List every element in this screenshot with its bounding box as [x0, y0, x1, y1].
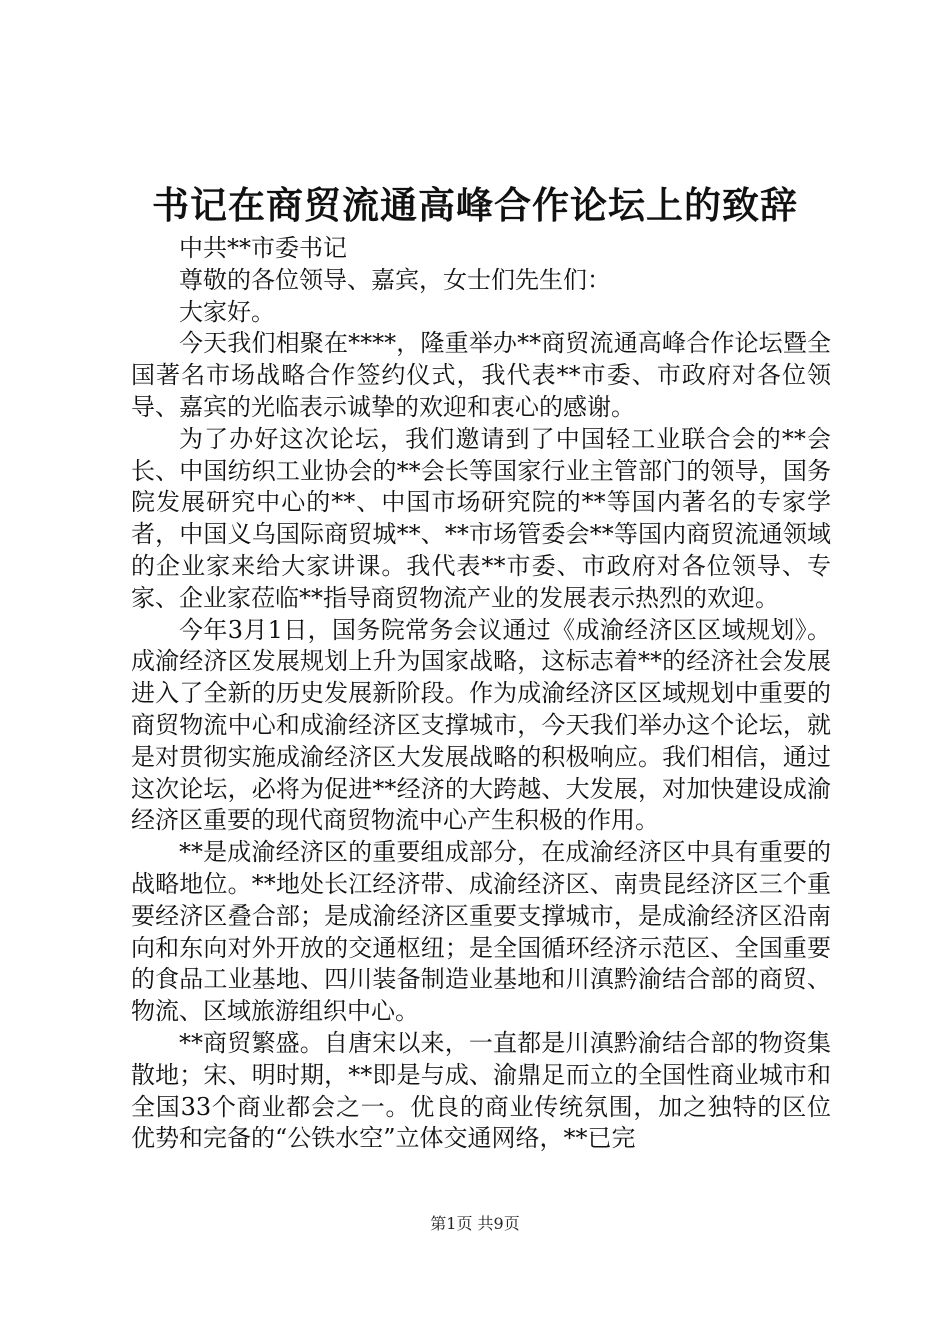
- greeting: 大家好。: [179, 297, 275, 326]
- salutation: 尊敬的各位领导、嘉宾，女士们先生们：: [179, 265, 611, 294]
- author-line: 中共**市委书记: [179, 234, 347, 262]
- document-title: 书记在商贸流通高峰合作论坛上的致辞: [152, 183, 798, 227]
- paragraph: 为了办好这次论坛，我们邀请到了中国轻工业联合会的**会长、中国纺织工业协会的**会长等国家行业主管部门的领导，国务院发展研究中心的**、中国市场研究院的**等国内著名的专家学者，中国义乌国际商贸城**、**市场管委会**等国内商贸流通领域的企业家来给大家讲课。我代表**市委、市政府对各位领导、专家、企业家莅临**指导商贸物流产业的发展表示热烈的欢迎。: [131, 424, 831, 612]
- document-body: [131, 233, 831, 1155]
- paragraph: 今年3月1日，国务院常务会议通过《成渝经济区区域规划》。成渝经济区发展规划上升为国家战略，这标志着**的经济社会发展进入了全新的历史发展新阶段。作为成渝经济区区域规划中重要的商贸物流中心和成渝经济区支撑城市，今天我们举办这个论坛，就是对贯彻实施成渝经济区大发展战略的积极响应。我们相信，通过这次论坛，必将为促进**经济的大跨越、大发展，对加快建设成渝经济区重要的现代商贸物流中心产生积极的作用。: [131, 615, 831, 835]
- paragraph: **商贸繁盛。自唐宋以来，一直都是川滇黔渝结合部的物资集散地；宋、明时期，**即是与成、渝鼎足而立的全国性商业城市和全国33个商业都会之一。优良的商业传统氛围，加之独特的区位优势和完备的“公铁水空”立体交通网络，**已完: [131, 1028, 831, 1153]
- page-number-footer: 第1页 共9页: [430, 1214, 520, 1233]
- paragraph: 今天我们相聚在****，隆重举办**商贸流通高峰合作论坛暨全国著名市场战略合作签约仪式，我代表**市委、市政府对各位领导、嘉宾的光临表示诚挚的欢迎和衷心的感谢。: [131, 329, 831, 421]
- paragraph: **是成渝经济区的重要组成部分，在成渝经济区中具有重要的战略地位。**地处长江经济带、成渝经济区、南贵昆经济区三个重要经济区叠合部；是成渝经济区重要支撑城市，是成渝经济区沿南向和东向对外开放的交通枢纽；是全国循环经济示范区、全国重要的食品工业基地、四川装备制造业基地和川滇黔渝结合部的商贸、物流、区域旅游组织中心。: [131, 838, 831, 1026]
